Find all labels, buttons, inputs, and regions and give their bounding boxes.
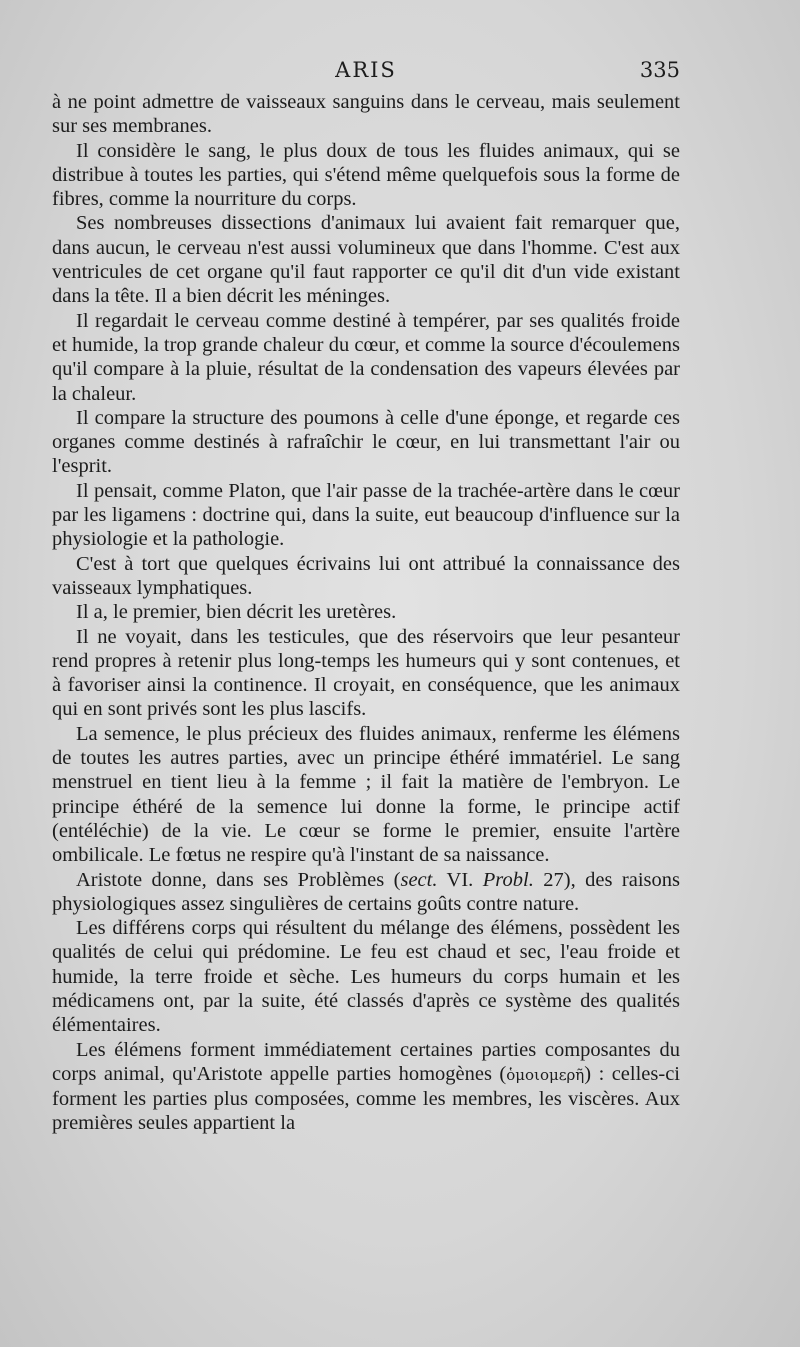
greek-term: ὁμοιομερῆ — [506, 1065, 585, 1084]
paragraph: à ne point admettre de vaisseaux sanguins dans le cerveau, mais seulement sur ses membranes. — [52, 91, 680, 138]
paragraph: La semence, le plus précieux des fluides animaux, renferme les élémens de toutes les autres parties, avec un principe éthéré immatériel. Le sang menstruel en tient lieu à la femme ; il fait la matière de l'embryon. Le principe éthéré de la semence lui donne la forme, le principe actif (entéléchie) de la vie. Le cœur se forme le premier, ensuite l'artère ombilicale. Le fœtus ne respire qu'à l'instant de sa naissance. — [52, 722, 680, 867]
paragraph: Il ne voyait, dans les testicules, que des réservoirs que leur pesanteur rend propres à retenir plus long-temps les humeurs qui y sont contenues, et à favoriser ainsi la continence. Il croyait, en conséquence, que les animaux qui en sont privés sont les plus lascifs. — [52, 625, 680, 721]
page-number: 335 — [639, 58, 680, 82]
paragraph: Il a, le premier, bien décrit les uretères. — [76, 601, 397, 624]
paragraph: Il pensait, comme Platon, que l'air passe de la trachée-artère dans le cœur par les ligamens : doctrine qui, dans la suite, eut beaucoup d'influence sur la physiologie et la pathologie. — [52, 479, 680, 551]
paragraph: Ses nombreuses dissections d'animaux lui avaient fait remarquer que, dans aucun, le cerveau n'est aussi volumineux que dans l'homme. C'est aux ventricules de cet organe qu'il faut rapporter ce qu'il dit d'un vide existant dans la tête. Il a bien décrit les méninges. — [52, 212, 680, 308]
paragraph: Il regardait le cerveau comme destiné à tempérer, par ses qualités froide et humide, la trop grande chaleur du cœur, et comme la source d'écoulemens qu'il compare à la pluie, résultat de la condensation des vapeurs élevées par la chaleur. — [52, 309, 680, 405]
text-span: Aristote donne, dans ses Problèmes ( — [76, 868, 401, 891]
italic-sect: sect. — [400, 868, 438, 891]
text-span: 27), des raisons physiologiques assez singulières de certains goûts contre nature. — [52, 868, 681, 915]
page-header — [52, 58, 680, 86]
running-head: ARIS — [335, 58, 397, 82]
paragraph-problemes — [52, 868, 680, 917]
paragraph: Il considère le sang, le plus doux de tous les fluides animaux, qui se distribue à toutes les parties, qui s'étend même quelquefois sous la forme de fibres, comme la nourriture du corps. — [52, 139, 680, 211]
paragraph: Les différens corps qui résultent du mélange des élémens, possèdent les qualités de celui qui prédomine. Le feu est chaud et sec, l'eau froide et humide, la terre froide et sèche. Les humeurs du corps humain et les médicamens ont, par la suite, été classés d'après ce système des qualités élémentaires. — [52, 917, 680, 1037]
body-text — [52, 90, 680, 1136]
text-span: VI. — [437, 868, 483, 891]
paragraph-homogenes — [52, 1038, 680, 1136]
paragraph: C'est à tort que quelques écrivains lui ont attribué la connaissance des vaisseaux lymphatiques. — [52, 552, 680, 599]
italic-probl: Probl. — [482, 868, 534, 891]
text-span: ) : celles-ci forment les parties plus composées, comme les membres, les viscères. Aux premières seules appartient la — [52, 1062, 680, 1135]
text-span: Les élémens forment immédiatement certaines parties composantes du corps animal, qu'Aristote appelle parties homogènes ( — [52, 1038, 680, 1085]
paragraph: Il compare la structure des poumons à celle d'une éponge, et regarde ces organes comme destinés à rafraîchir le cœur, en lui transmettant l'air ou l'esprit. — [52, 406, 680, 478]
